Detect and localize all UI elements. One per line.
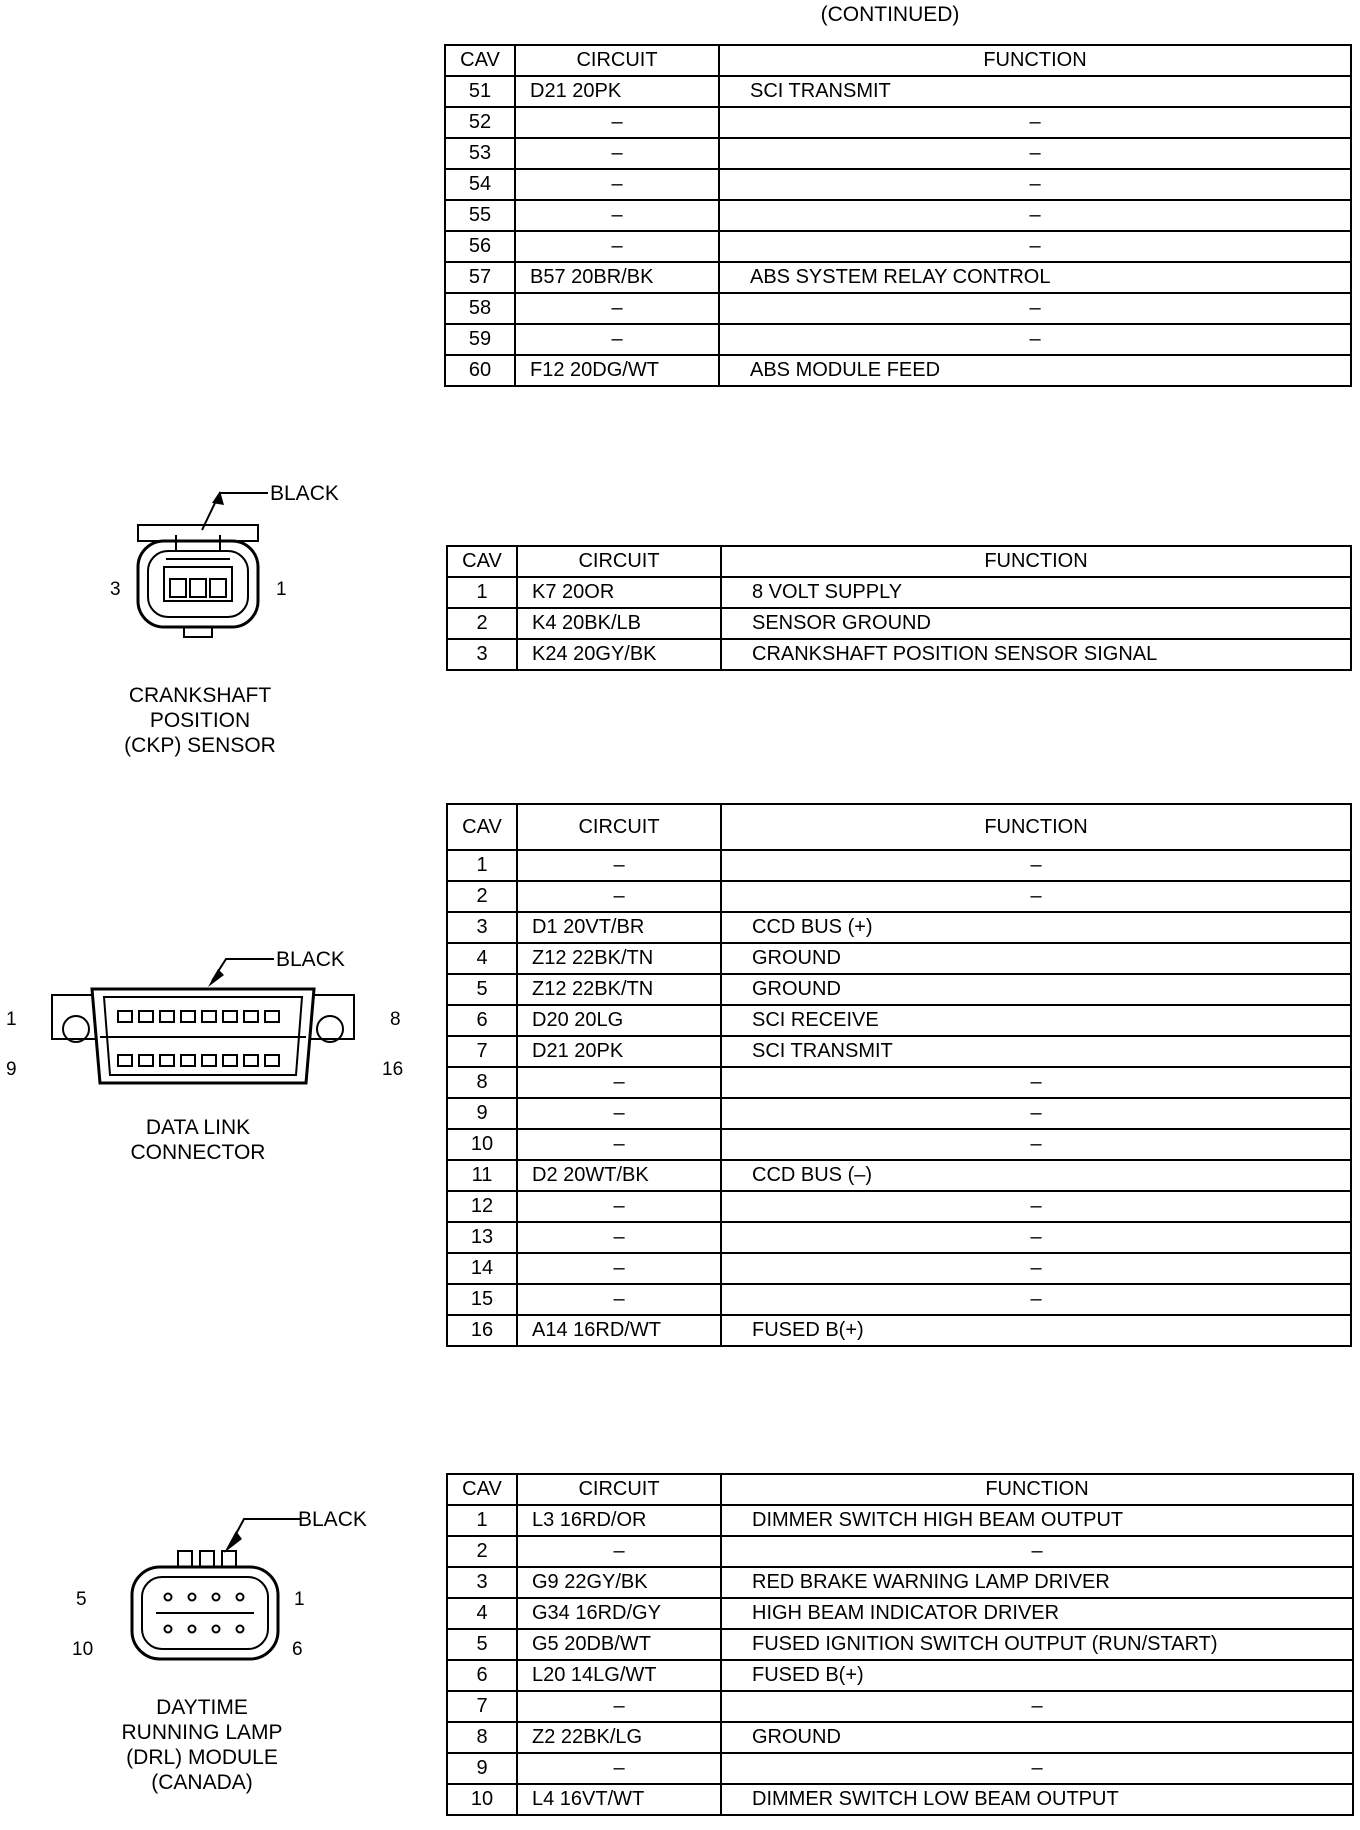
dlc-connector-drawing bbox=[0, 945, 420, 1105]
circuit-cell: – bbox=[515, 169, 719, 200]
cav-cell: 14 bbox=[447, 1253, 517, 1284]
table-row bbox=[445, 231, 1351, 262]
table-row bbox=[447, 1753, 1353, 1784]
function-cell: GROUND bbox=[721, 1722, 1353, 1753]
function-cell: – bbox=[721, 1129, 1351, 1160]
table-row bbox=[447, 1784, 1353, 1815]
drl-name-line: DAYTIME bbox=[156, 1696, 248, 1719]
drl-connector-drawing bbox=[60, 1505, 400, 1685]
circuit-cell: – bbox=[517, 1222, 721, 1253]
table-header-row bbox=[445, 45, 1351, 76]
cav-cell: 10 bbox=[447, 1784, 517, 1815]
function-cell: – bbox=[721, 881, 1351, 912]
function-cell: – bbox=[719, 107, 1351, 138]
circuit-cell: – bbox=[517, 1067, 721, 1098]
table-row bbox=[447, 639, 1351, 670]
function-cell: FUSED IGNITION SWITCH OUTPUT (RUN/START) bbox=[721, 1629, 1353, 1660]
dlc-pin-top-right: 8 bbox=[390, 1009, 401, 1030]
drl-pin-bottom-right: 6 bbox=[292, 1639, 303, 1660]
function-cell: RED BRAKE WARNING LAMP DRIVER bbox=[721, 1567, 1353, 1598]
drl-pin-top-left: 5 bbox=[76, 1589, 87, 1610]
cav-cell: 54 bbox=[445, 169, 515, 200]
table-row bbox=[447, 1036, 1351, 1067]
table-row bbox=[447, 881, 1351, 912]
connector-table-drl-module bbox=[446, 1473, 1354, 1816]
cav-cell: 7 bbox=[447, 1691, 517, 1722]
cav-cell: 2 bbox=[447, 1536, 517, 1567]
circuit-cell: – bbox=[517, 1536, 721, 1567]
ckp-pin-right: 1 bbox=[276, 579, 287, 600]
table-header-row bbox=[447, 804, 1351, 850]
function-cell: – bbox=[721, 1067, 1351, 1098]
circuit-cell: – bbox=[517, 1753, 721, 1784]
table-header-row bbox=[447, 1474, 1353, 1505]
table-row bbox=[445, 169, 1351, 200]
function-cell: SENSOR GROUND bbox=[721, 608, 1351, 639]
connector-table-abs-continued bbox=[444, 44, 1352, 387]
drl-pin-top-right: 1 bbox=[294, 1589, 305, 1610]
function-cell: – bbox=[719, 200, 1351, 231]
table-row bbox=[447, 1191, 1351, 1222]
cav-header: CAV bbox=[445, 45, 515, 76]
cav-cell: 57 bbox=[445, 262, 515, 293]
circuit-header: CIRCUIT bbox=[517, 546, 721, 577]
circuit-cell: D2 20WT/BK bbox=[517, 1160, 721, 1191]
function-cell: – bbox=[721, 1536, 1353, 1567]
function-cell: FUSED B(+) bbox=[721, 1660, 1353, 1691]
drl-color-label: BLACK bbox=[298, 1508, 367, 1531]
function-cell: 8 VOLT SUPPLY bbox=[721, 577, 1351, 608]
cav-cell: 2 bbox=[447, 881, 517, 912]
function-cell: DIMMER SWITCH LOW BEAM OUTPUT bbox=[721, 1784, 1353, 1815]
function-cell: ABS MODULE FEED bbox=[719, 355, 1351, 386]
function-cell: CCD BUS (+) bbox=[721, 912, 1351, 943]
connector-table-data-link bbox=[446, 803, 1352, 1347]
cav-cell: 13 bbox=[447, 1222, 517, 1253]
table-header-row bbox=[447, 546, 1351, 577]
function-cell: FUSED B(+) bbox=[721, 1315, 1351, 1346]
circuit-cell: Z2 22BK/LG bbox=[517, 1722, 721, 1753]
cav-cell: 11 bbox=[447, 1160, 517, 1191]
continued-label: (CONTINUED) bbox=[820, 3, 960, 26]
circuit-cell: – bbox=[517, 1191, 721, 1222]
circuit-cell: – bbox=[517, 850, 721, 881]
circuit-cell: Z12 22BK/TN bbox=[517, 943, 721, 974]
cav-cell: 3 bbox=[447, 639, 517, 670]
cav-cell: 52 bbox=[445, 107, 515, 138]
drl-pin-bottom-left: 10 bbox=[72, 1639, 94, 1660]
cav-cell: 6 bbox=[447, 1005, 517, 1036]
function-header: FUNCTION bbox=[721, 546, 1351, 577]
function-cell: GROUND bbox=[721, 943, 1351, 974]
table-row bbox=[447, 974, 1351, 1005]
circuit-cell: – bbox=[517, 1129, 721, 1160]
function-cell: – bbox=[721, 1691, 1353, 1722]
cav-cell: 6 bbox=[447, 1660, 517, 1691]
cav-cell: 56 bbox=[445, 231, 515, 262]
table-row bbox=[445, 324, 1351, 355]
table-row bbox=[447, 1629, 1353, 1660]
data-link-connector bbox=[0, 945, 420, 1175]
drl-name-line: (CANADA) bbox=[151, 1771, 253, 1794]
cav-cell: 53 bbox=[445, 138, 515, 169]
ckp-name-line: POSITION bbox=[149, 709, 251, 732]
dlc-name-line: DATA LINK bbox=[145, 1116, 251, 1139]
function-cell: GROUND bbox=[721, 974, 1351, 1005]
circuit-cell: D21 20PK bbox=[515, 76, 719, 107]
function-cell: – bbox=[721, 1753, 1353, 1784]
function-cell: – bbox=[719, 169, 1351, 200]
function-cell: CCD BUS (–) bbox=[721, 1160, 1351, 1191]
circuit-cell: – bbox=[517, 1691, 721, 1722]
function-cell: SCI TRANSMIT bbox=[719, 76, 1351, 107]
circuit-cell: – bbox=[515, 231, 719, 262]
circuit-cell: – bbox=[515, 293, 719, 324]
circuit-cell: – bbox=[517, 881, 721, 912]
circuit-cell: G9 22GY/BK bbox=[517, 1567, 721, 1598]
table-row bbox=[447, 1598, 1353, 1629]
table-row bbox=[447, 1505, 1353, 1536]
cav-header: CAV bbox=[447, 546, 517, 577]
table-row bbox=[447, 912, 1351, 943]
circuit-cell: K7 20OR bbox=[517, 577, 721, 608]
function-cell: ABS SYSTEM RELAY CONTROL bbox=[719, 262, 1351, 293]
circuit-header: CIRCUIT bbox=[515, 45, 719, 76]
circuit-cell: – bbox=[515, 107, 719, 138]
cav-header: CAV bbox=[447, 804, 517, 850]
cav-cell: 4 bbox=[447, 1598, 517, 1629]
function-cell: – bbox=[721, 1222, 1351, 1253]
cav-cell: 1 bbox=[447, 577, 517, 608]
connector-table-ckp-sensor bbox=[446, 545, 1352, 671]
function-cell: HIGH BEAM INDICATOR DRIVER bbox=[721, 1598, 1353, 1629]
cav-cell: 3 bbox=[447, 912, 517, 943]
drl-name-line: (DRL) MODULE bbox=[126, 1746, 278, 1769]
table-row bbox=[447, 608, 1351, 639]
circuit-cell: Z12 22BK/TN bbox=[517, 974, 721, 1005]
table-row bbox=[447, 1222, 1351, 1253]
dlc-pin-bottom-right: 16 bbox=[382, 1059, 404, 1080]
dlc-pin-top-left: 1 bbox=[6, 1009, 17, 1030]
cav-cell: 16 bbox=[447, 1315, 517, 1346]
circuit-cell: L4 16VT/WT bbox=[517, 1784, 721, 1815]
function-cell: – bbox=[721, 1284, 1351, 1315]
table-row bbox=[447, 1129, 1351, 1160]
table-row bbox=[447, 1691, 1353, 1722]
circuit-cell: – bbox=[517, 1284, 721, 1315]
cav-cell: 9 bbox=[447, 1753, 517, 1784]
drl-name-line: RUNNING LAMP bbox=[121, 1721, 283, 1744]
table-row bbox=[445, 355, 1351, 386]
circuit-cell: D1 20VT/BR bbox=[517, 912, 721, 943]
table-row bbox=[447, 1160, 1351, 1191]
function-cell: – bbox=[719, 293, 1351, 324]
ckp-color-label: BLACK bbox=[270, 482, 339, 505]
cav-cell: 15 bbox=[447, 1284, 517, 1315]
cav-cell: 59 bbox=[445, 324, 515, 355]
cav-cell: 55 bbox=[445, 200, 515, 231]
dlc-pin-bottom-left: 9 bbox=[6, 1059, 17, 1080]
function-cell: SCI TRANSMIT bbox=[721, 1036, 1351, 1067]
table-row bbox=[447, 1660, 1353, 1691]
table-row bbox=[445, 138, 1351, 169]
table-row bbox=[447, 1005, 1351, 1036]
table-row bbox=[447, 1284, 1351, 1315]
table-row bbox=[447, 943, 1351, 974]
ckp-name-line: CRANKSHAFT bbox=[128, 684, 272, 707]
circuit-cell: – bbox=[515, 324, 719, 355]
circuit-cell: – bbox=[515, 138, 719, 169]
circuit-cell: – bbox=[517, 1098, 721, 1129]
ckp-sensor-connector bbox=[90, 475, 380, 765]
circuit-cell: K24 20GY/BK bbox=[517, 639, 721, 670]
circuit-cell: D20 20LG bbox=[517, 1005, 721, 1036]
table-row bbox=[447, 1253, 1351, 1284]
function-cell: – bbox=[719, 324, 1351, 355]
table-row bbox=[445, 293, 1351, 324]
ckp-pin-left: 3 bbox=[110, 579, 121, 600]
table-row bbox=[445, 107, 1351, 138]
circuit-header: CIRCUIT bbox=[517, 1474, 721, 1505]
circuit-cell: A14 16RD/WT bbox=[517, 1315, 721, 1346]
cav-cell: 9 bbox=[447, 1098, 517, 1129]
table-row bbox=[447, 1315, 1351, 1346]
ckp-connector-name bbox=[90, 683, 310, 758]
table-row bbox=[447, 577, 1351, 608]
function-cell: – bbox=[721, 1191, 1351, 1222]
circuit-cell: L3 16RD/OR bbox=[517, 1505, 721, 1536]
table-row bbox=[447, 1098, 1351, 1129]
drl-module-connector bbox=[60, 1505, 400, 1805]
function-cell: – bbox=[719, 231, 1351, 262]
table-row bbox=[447, 1567, 1353, 1598]
drl-connector-name bbox=[92, 1695, 312, 1795]
cav-cell: 8 bbox=[447, 1722, 517, 1753]
function-cell: DIMMER SWITCH HIGH BEAM OUTPUT bbox=[721, 1505, 1353, 1536]
table-row bbox=[445, 262, 1351, 293]
cav-cell: 8 bbox=[447, 1067, 517, 1098]
circuit-cell: F12 20DG/WT bbox=[515, 355, 719, 386]
circuit-cell: B57 20BR/BK bbox=[515, 262, 719, 293]
cav-cell: 5 bbox=[447, 974, 517, 1005]
cav-cell: 5 bbox=[447, 1629, 517, 1660]
function-header: FUNCTION bbox=[721, 1474, 1353, 1505]
circuit-cell: – bbox=[515, 200, 719, 231]
circuit-cell: G5 20DB/WT bbox=[517, 1629, 721, 1660]
function-cell: – bbox=[721, 1098, 1351, 1129]
function-cell: – bbox=[721, 1253, 1351, 1284]
table-row bbox=[447, 1722, 1353, 1753]
cav-cell: 51 bbox=[445, 76, 515, 107]
function-header: FUNCTION bbox=[721, 804, 1351, 850]
cav-cell: 58 bbox=[445, 293, 515, 324]
dlc-connector-name bbox=[88, 1115, 308, 1165]
cav-cell: 2 bbox=[447, 608, 517, 639]
function-cell: CRANKSHAFT POSITION SENSOR SIGNAL bbox=[721, 639, 1351, 670]
cav-cell: 3 bbox=[447, 1567, 517, 1598]
table-row bbox=[445, 200, 1351, 231]
circuit-cell: D21 20PK bbox=[517, 1036, 721, 1067]
table-row bbox=[447, 1536, 1353, 1567]
table-row bbox=[445, 76, 1351, 107]
cav-cell: 7 bbox=[447, 1036, 517, 1067]
function-header: FUNCTION bbox=[719, 45, 1351, 76]
cav-cell: 10 bbox=[447, 1129, 517, 1160]
circuit-cell: – bbox=[517, 1253, 721, 1284]
cav-cell: 1 bbox=[447, 850, 517, 881]
circuit-header: CIRCUIT bbox=[517, 804, 721, 850]
cav-cell: 12 bbox=[447, 1191, 517, 1222]
dlc-color-label: BLACK bbox=[276, 948, 345, 971]
function-cell: – bbox=[721, 850, 1351, 881]
circuit-cell: G34 16RD/GY bbox=[517, 1598, 721, 1629]
function-cell: SCI RECEIVE bbox=[721, 1005, 1351, 1036]
table-row bbox=[447, 850, 1351, 881]
cav-header: CAV bbox=[447, 1474, 517, 1505]
circuit-cell: L20 14LG/WT bbox=[517, 1660, 721, 1691]
ckp-name-line: (CKP) SENSOR bbox=[124, 734, 276, 757]
cav-cell: 1 bbox=[447, 1505, 517, 1536]
cav-cell: 4 bbox=[447, 943, 517, 974]
dlc-name-line: CONNECTOR bbox=[130, 1141, 266, 1164]
circuit-cell: K4 20BK/LB bbox=[517, 608, 721, 639]
function-cell: – bbox=[719, 138, 1351, 169]
cav-cell: 60 bbox=[445, 355, 515, 386]
table-row bbox=[447, 1067, 1351, 1098]
